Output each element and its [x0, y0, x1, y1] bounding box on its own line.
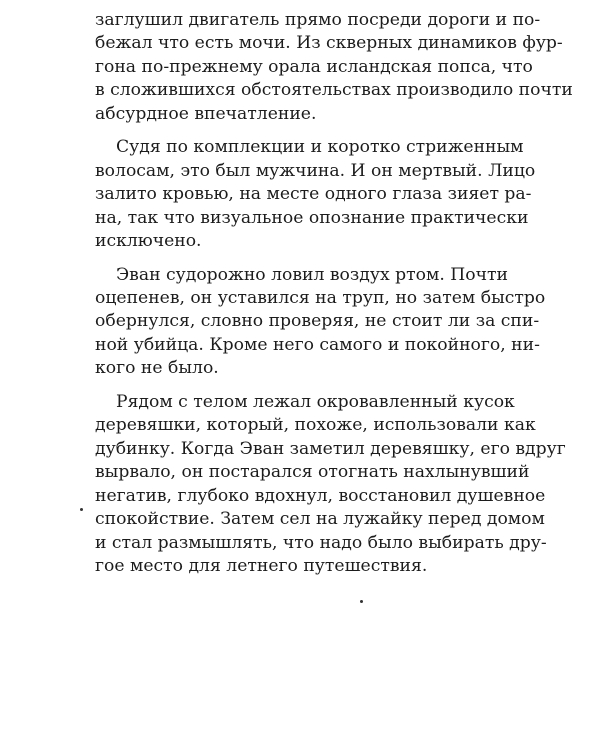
text-line: ной убийца. Кроме него самого и покойного, ни- — [95, 334, 540, 355]
paragraph-4 — [95, 391, 566, 579]
text-line: вырвало, он постарался отогнать нахлынувший — [95, 462, 530, 483]
text-line: абсурдное впечатление. — [95, 103, 317, 124]
paragraph-2 — [95, 136, 536, 253]
text-line: Эван судорожно ловил воздух ртом. Почти — [116, 264, 508, 285]
text-line: кого не было. — [95, 358, 219, 379]
text-line: Рядом с телом лежал окровавленный кусок — [116, 391, 515, 412]
text-line: заглушил двигатель прямо посреди дороги и по- — [95, 10, 541, 30]
text-line: негатив, глубоко вдохнул, восстановил душевное — [95, 485, 546, 506]
text-line: волосам, это был мужчина. И он мертвый. Лицо — [95, 160, 536, 181]
text-line: Судя по комплекции и коротко стриженным — [116, 137, 524, 158]
text-line: на, так что визуальное опознание практически — [95, 207, 529, 228]
text-line: дубинку. Когда Эван заметил деревяшку, его вдруг — [95, 438, 566, 459]
text-line: гое место для летнего путешествия. — [95, 555, 428, 576]
text-line: залито кровью, на месте одного глаза зияет ра- — [95, 184, 532, 205]
text-line: бежал что есть мочи. Из скверных динамиков фур- — [95, 33, 563, 54]
scan-speck — [80, 508, 83, 511]
text-line: гона по-прежнему орала исландская попса, что — [95, 56, 533, 77]
text-line: спокойствие. Затем сел на лужайку перед домом — [95, 509, 545, 530]
text-line: и стал размышлять, что надо было выбирать дру- — [95, 532, 547, 553]
text-line: деревяшки, который, похоже, использовали как — [95, 415, 536, 436]
paragraph-1 — [95, 9, 573, 126]
paragraph-3 — [95, 264, 546, 381]
scan-speck — [360, 600, 363, 603]
text-line: в сложившихся обстоятельствах производило почти — [95, 80, 573, 101]
body-text — [95, 9, 573, 578]
text-line: исключено. — [95, 231, 202, 252]
text-line: обернулся, словно проверяя, не стоит ли за спи- — [95, 311, 540, 332]
text-line: оцепенев, он уставился на труп, но затем быстро — [95, 287, 546, 308]
